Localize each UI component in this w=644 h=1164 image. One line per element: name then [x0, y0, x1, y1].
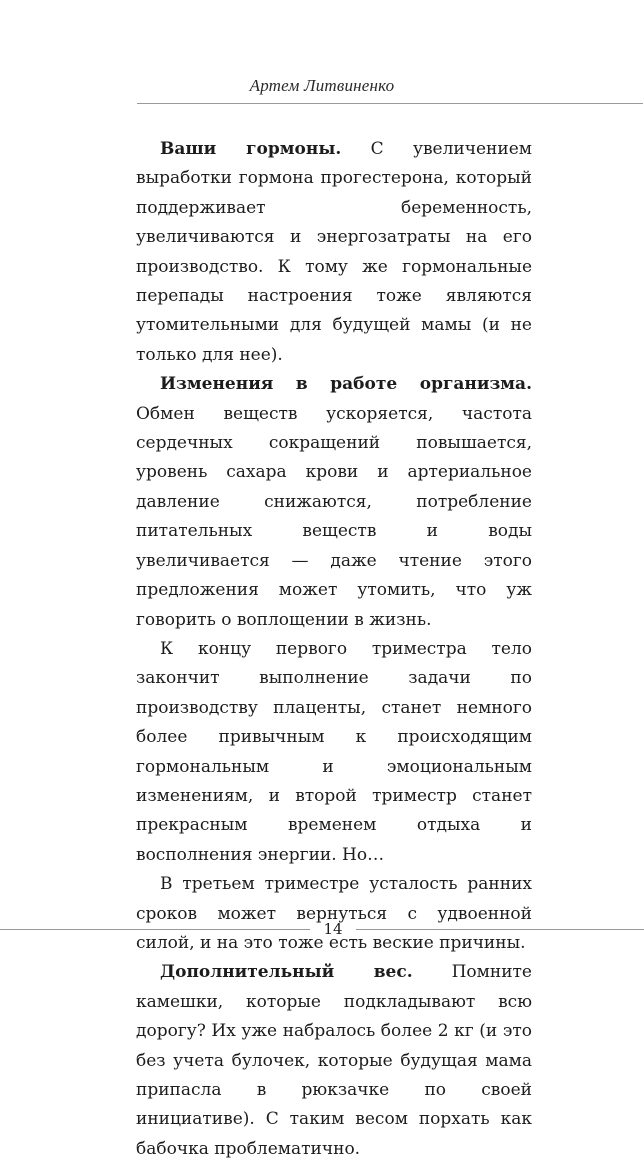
- paragraph-lead: Изменения в работе организма.: [160, 374, 532, 395]
- paragraph-text: К концу первого триместра тело закончит выполнение задачи по производству плаценты, станет немного более привычным к происходящим гормональным и эмоциональным изменениям, и второй триместр станет прекрасным временем отдыха и восполнения энергии. Но…: [136, 638, 532, 865]
- page-footer: [0, 918, 644, 942]
- page-number: 14: [323, 920, 343, 938]
- paragraph-lead: Дополнительный вес.: [160, 962, 413, 983]
- paragraph-third-trimester: [136, 870, 532, 958]
- footer-rule-left: [0, 929, 310, 930]
- body-text: [136, 135, 532, 1164]
- paragraph-text: С увеличением выработки гормона прогестерона, который поддерживает беременность, увеличиваются и энергозатраты на его производство. К тому же гормональные перепады настроения тоже являются утомительными для будущей мамы (и не только для нее).: [136, 139, 532, 365]
- header-rule: [137, 103, 643, 104]
- paragraph-extra-weight: [136, 958, 532, 1164]
- footer-rule-right: [356, 929, 644, 930]
- paragraph-lead: Ваши гормоны.: [160, 139, 342, 159]
- paragraph-hormones: [136, 135, 532, 370]
- paragraph-first-trimester: [136, 635, 532, 870]
- paragraph-body-changes: [136, 370, 532, 635]
- paragraph-text: В третьем триместре усталость ранних сроков может вернуться с удвоенной силой, и на это тоже есть веские причины.: [136, 874, 532, 953]
- paragraph-text: Обмен веществ ускоряется, частота сердечных сокращений повышается, уровень сахара крови и артериальное давление снижаются, потребление питательных веществ и воды увеличивается — даже чтение этого предложения может утомить, что уж говорить о воплощении в жизнь.: [136, 403, 532, 630]
- running-head: Артем Литвиненко: [249, 76, 395, 95]
- paragraph-text: Помните камешки, которые подкладывают всю дорогу? Их уже набралось более 2 кг (и это без учета булочек, которые будущая мама припасла в рюкзачке по своей инициативе). С таким весом порхать как бабочка проблематично.: [136, 962, 532, 1159]
